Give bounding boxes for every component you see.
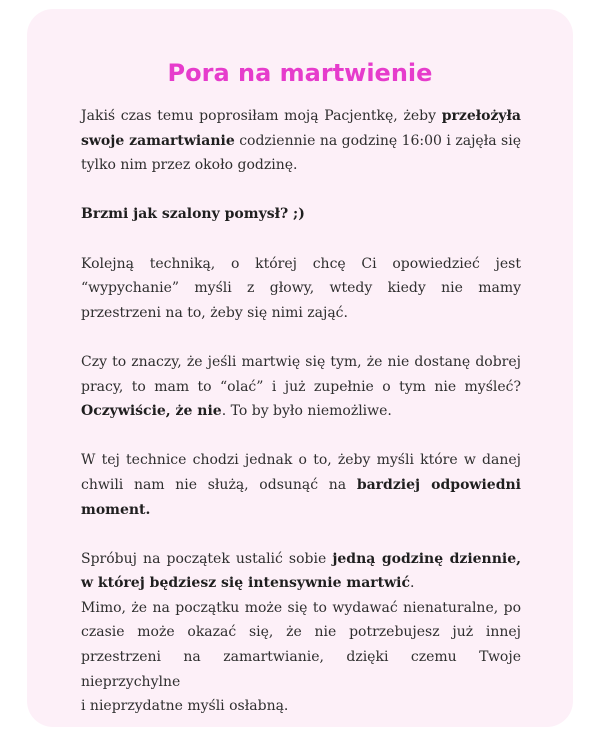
content-card — [27, 9, 573, 727]
paragraph-6: Spróbuj na początek ustalić sobie jedną godzinę dziennie, w której będziesz się intensywnie martwić. — [81, 550, 522, 592]
paragraph-5: W tej technice chodzi jednak o to, żeby myśli które w danej chwili nam nie służą, odsunąć na bardziej odpowiedni moment. — [81, 452, 521, 518]
paragraph-1: Jakiś czas temu poprosiłam moją Pacjentkę, żeby przełożyła swoje zamartwianie codziennie na godzinę 16:00 i zajęła się tylko nim przez około godzinę. — [81, 108, 521, 174]
paragraph-8: i nieprzydatne myśli osłabną. — [81, 698, 289, 715]
paragraph-2: Brzmi jak szalony pomysł? ;) — [81, 206, 305, 223]
article-body — [81, 104, 521, 719]
paragraph-4: Czy to znaczy, że jeśli martwię się tym, że nie dostanę dobrej pracy, to mam to “olać” i już zupełnie o tym nie myśleć? Oczywiście, że nie. To by było niemożliwe. — [81, 353, 521, 420]
paragraph-7: Mimo, że na początku może się to wydawać nienaturalne, po czasie może okazać się, że nie potrzebujesz już innej przestrzeni na zamartwianie, dzięki czemu Twoje nieprzychylne — [81, 599, 521, 690]
paragraph-3: Kolejną techniką, o której chcę Ci opowiedzieć jest “wypychanie” myśli z głowy, wtedy kiedy nie mamy przestrzeni na to, żeby się nimi zająć. — [81, 255, 521, 321]
page-title: Pora na martwienie — [167, 59, 433, 87]
